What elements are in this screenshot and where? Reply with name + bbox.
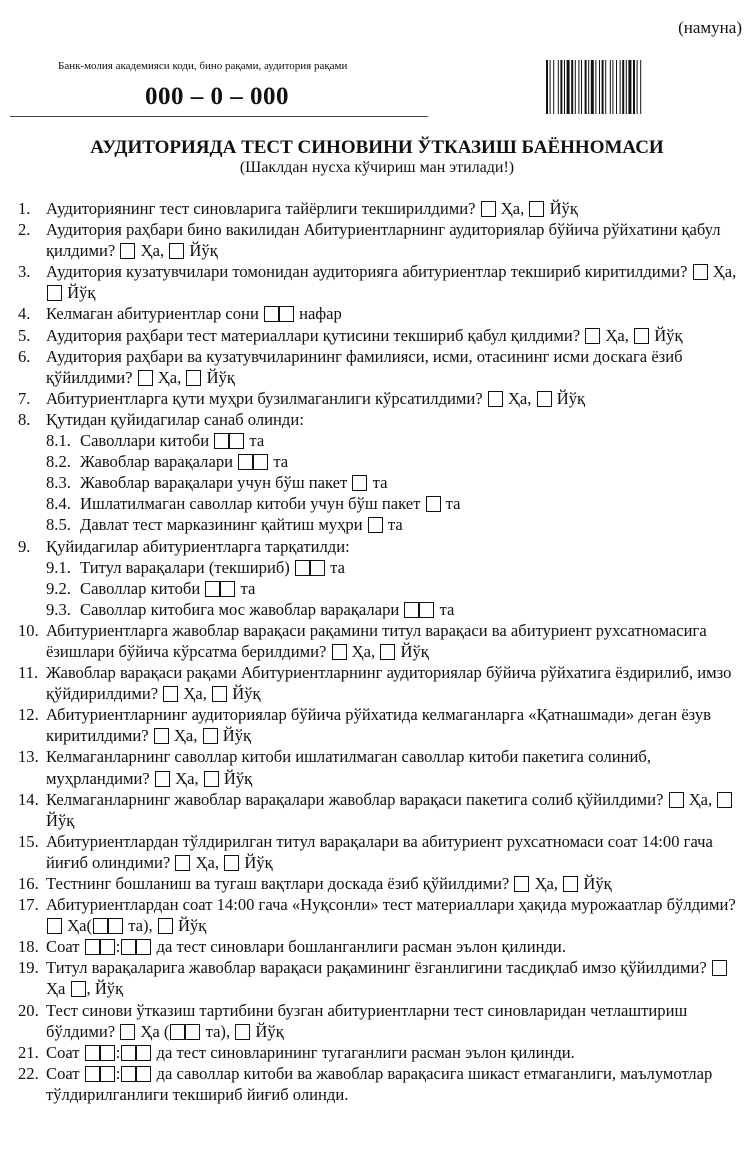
item-text: Аудитория кузатувчилари томонидан аудиторияга абитуриентлар текшириб киритилдими? bbox=[46, 262, 688, 282]
yes-checkbox[interactable] bbox=[175, 855, 190, 871]
no-checkbox[interactable] bbox=[71, 981, 86, 997]
count-digit-box[interactable] bbox=[310, 560, 325, 576]
minute-digit-box[interactable] bbox=[121, 1066, 136, 1082]
time-prefix: Соат bbox=[46, 937, 80, 957]
item-text: Абитуриентларнинг аудиториялар бўйича рўйхатида келмаганларга «Қатнашмади» деган ёзув киритилдими? bbox=[46, 705, 712, 746]
item-text: Аудитория раҳбари бино вакилидан Абитуриентларнинг аудиториялар бўйича рўйхатини қабул қилдими? bbox=[46, 220, 721, 261]
count-digit-box[interactable] bbox=[352, 475, 367, 491]
item-21 bbox=[18, 1042, 748, 1063]
yes-checkbox[interactable] bbox=[693, 264, 708, 280]
no-label: Йўқ bbox=[46, 810, 75, 830]
yes-checkbox[interactable] bbox=[120, 1024, 135, 1040]
no-label: Йўқ bbox=[400, 641, 429, 661]
item-number: 8.2. bbox=[46, 452, 71, 472]
item-4 bbox=[18, 303, 748, 324]
yes-label: Ҳа bbox=[46, 979, 66, 999]
item-number: 13. bbox=[18, 747, 39, 767]
item-number: 8.4. bbox=[46, 494, 71, 514]
yes-label: Ҳа, bbox=[534, 874, 559, 893]
item-number: 15. bbox=[18, 831, 39, 851]
unit-label: та bbox=[372, 473, 388, 493]
item-number: 14. bbox=[18, 789, 39, 809]
item-6 bbox=[18, 346, 748, 388]
unit-label: та), bbox=[128, 916, 153, 936]
count-digit-box[interactable] bbox=[238, 454, 253, 470]
yes-checkbox[interactable] bbox=[669, 792, 684, 808]
yes-checkbox[interactable] bbox=[332, 644, 347, 660]
no-label: Йўқ bbox=[222, 726, 252, 746]
item-number: 2. bbox=[18, 220, 31, 240]
item-number: 4. bbox=[18, 304, 31, 324]
item-text: Саволлар китобига мос жавоблар варақалари bbox=[80, 599, 400, 619]
item-number: 11. bbox=[18, 663, 39, 683]
item-2 bbox=[18, 219, 748, 261]
yes-checkbox[interactable] bbox=[154, 728, 169, 744]
time-prefix: Соат bbox=[46, 1042, 80, 1062]
no-checkbox[interactable] bbox=[380, 644, 395, 660]
item-number: 10. bbox=[18, 620, 39, 640]
item-1 bbox=[18, 198, 748, 219]
time-colon: : bbox=[115, 937, 121, 957]
no-label: Йўқ bbox=[232, 684, 261, 704]
item-text: Келмаганларнинг жавоблар варақалари жавоблар варақаси пакетига солиб қўйилдими? bbox=[46, 789, 664, 809]
no-label: Йўқ bbox=[244, 852, 273, 872]
yes-label: Ҳа, bbox=[140, 241, 165, 261]
no-label: Йўқ bbox=[178, 916, 207, 936]
item-text: Титул варақаларига жавоблар варақаси рақамининг ёзганлигини тасдиқлаб имзо қўйилдими? bbox=[46, 958, 707, 978]
minute-digit-box[interactable] bbox=[136, 1066, 151, 1082]
item-text: Аудиториянинг тест синовларига тайёрлиги текширилдими? bbox=[46, 199, 476, 218]
count-digit-box[interactable] bbox=[264, 306, 279, 322]
hour-digit-box[interactable] bbox=[85, 1066, 100, 1082]
document-title: АУДИТОРИЯДА ТЕСТ СИНОВИНИ ЎТКАЗИШ БАЁННОМАСИ bbox=[90, 137, 664, 158]
item-18 bbox=[18, 936, 748, 957]
count-digit-box[interactable] bbox=[295, 560, 310, 576]
item-8-1 bbox=[18, 430, 748, 451]
time-colon: : bbox=[115, 1042, 121, 1062]
yes-label: Ҳа, bbox=[507, 388, 532, 408]
count-digit-box[interactable] bbox=[253, 454, 268, 470]
yes-label: Ҳа, bbox=[500, 199, 525, 218]
yes-checkbox[interactable] bbox=[585, 328, 600, 344]
yes-label: Ҳа, bbox=[712, 262, 737, 282]
no-label: Йўқ bbox=[189, 241, 218, 261]
item-text: Қутидан қуйидагилар санаб олинди: bbox=[46, 409, 304, 429]
item-text: да тест синовлари бошланганлиги расман эълон қилинди. bbox=[156, 937, 566, 957]
item-text: да тест синовларининг тугаганлиги расман эълон қилинди. bbox=[156, 1042, 575, 1062]
item-8-5 bbox=[18, 514, 748, 535]
no-checkbox[interactable] bbox=[224, 855, 239, 871]
item-17 bbox=[18, 894, 748, 936]
item-22 bbox=[18, 1063, 748, 1105]
yes-checkbox[interactable] bbox=[163, 686, 178, 702]
yes-label: Ҳа, bbox=[183, 684, 207, 704]
yes-label: Ҳа bbox=[140, 1021, 160, 1041]
count-digit-box[interactable] bbox=[368, 517, 383, 533]
no-checkbox[interactable] bbox=[203, 728, 218, 744]
item-number: 9. bbox=[18, 536, 31, 556]
minute-digit-box[interactable] bbox=[136, 1045, 151, 1061]
item-5 bbox=[18, 325, 748, 346]
count-digit-box[interactable] bbox=[108, 918, 123, 934]
item-text: Абитуриентларга қути муҳри бузилмаганлиги кўрсатилдими? bbox=[46, 388, 483, 408]
item-number: 8.5. bbox=[46, 515, 71, 535]
minute-digit-box[interactable] bbox=[121, 939, 136, 955]
item-text: Саволлари китоби bbox=[80, 431, 210, 451]
item-number: 19. bbox=[18, 958, 39, 978]
yes-label: Ҳа, bbox=[175, 768, 199, 788]
item-text: Титул варақалари (текшириб) bbox=[80, 557, 290, 577]
no-label: Йўқ bbox=[223, 768, 253, 788]
paren-open: ( bbox=[86, 916, 93, 936]
count-digit-box[interactable] bbox=[205, 581, 220, 597]
no-checkbox[interactable] bbox=[563, 876, 578, 892]
no-label: Йўқ bbox=[556, 388, 586, 408]
no-label: Йўқ bbox=[549, 199, 578, 218]
yes-checkbox[interactable] bbox=[47, 918, 62, 934]
minute-digit-box[interactable] bbox=[121, 1045, 136, 1061]
item-number: 9.2. bbox=[46, 578, 71, 598]
auditorium-code: 000 – 0 – 000 bbox=[145, 83, 289, 110]
item-number: 12. bbox=[18, 705, 39, 725]
no-checkbox[interactable] bbox=[235, 1024, 250, 1040]
item-9-3 bbox=[18, 599, 748, 620]
item-8-3 bbox=[18, 472, 748, 493]
no-checkbox[interactable] bbox=[634, 328, 649, 344]
code-caption: Банк-молия академияси коди, бино рақами, аудитория рақами bbox=[58, 60, 348, 72]
item-3 bbox=[18, 261, 748, 303]
no-label: Йўқ bbox=[94, 979, 124, 999]
paren-open: ( bbox=[163, 1021, 170, 1041]
no-checkbox[interactable] bbox=[717, 792, 732, 808]
count-digit-box[interactable] bbox=[229, 433, 244, 449]
item-text: Қуйидагилар абитуриентларга тарқатилди: bbox=[46, 536, 350, 556]
item-number: 16. bbox=[18, 874, 39, 893]
no-label: Йўқ bbox=[206, 367, 235, 387]
item-13 bbox=[18, 746, 748, 788]
no-checkbox[interactable] bbox=[204, 771, 219, 787]
item-number: 9.3. bbox=[46, 599, 71, 619]
item-text: Абитуриентлардан соат 14:00 гача «Нуқсонли» тест материаллари ҳақида мурожаатлар бўлдими? bbox=[46, 895, 736, 915]
no-checkbox[interactable] bbox=[212, 686, 227, 702]
item-15 bbox=[18, 831, 748, 873]
item-20 bbox=[18, 1000, 748, 1042]
item-7 bbox=[18, 388, 748, 409]
hour-digit-box[interactable] bbox=[100, 1066, 115, 1082]
unit-label: та bbox=[273, 452, 289, 472]
item-text: Абитуриентларга жавоблар варақаси рақамини титул варақаси ва абитуриент рухсатномасига ёзишлари бўйича кўрсатма берилдими? bbox=[46, 620, 707, 661]
item-number: 6. bbox=[18, 346, 31, 366]
no-checkbox[interactable] bbox=[537, 391, 552, 407]
item-9-2 bbox=[18, 578, 748, 599]
unit-label: та bbox=[240, 578, 256, 598]
unit-label: нафар bbox=[299, 304, 342, 324]
item-text: Жавоблар варақалари учун бўш пакет bbox=[80, 473, 348, 493]
item-text: Давлат тест марказининг қайтиш муҳри bbox=[80, 515, 363, 535]
no-label: Йўқ bbox=[255, 1021, 284, 1041]
item-text: Жавоблар варақалари bbox=[80, 452, 233, 472]
item-number: 7. bbox=[18, 388, 31, 408]
item-text: Тест синови ўтказиш тартибини бузган абитуриентларни тест синовларидан четлаштириш бўлдими? bbox=[46, 1000, 688, 1041]
no-label: Йўқ bbox=[67, 283, 96, 303]
no-label: Йўқ bbox=[654, 325, 683, 345]
yes-checkbox[interactable] bbox=[514, 876, 529, 892]
unit-label: та), bbox=[205, 1021, 231, 1041]
time-prefix: Соат bbox=[46, 1063, 80, 1083]
item-number: 1. bbox=[18, 199, 31, 218]
item-number: 18. bbox=[18, 937, 39, 957]
yes-label: Ҳа, bbox=[173, 726, 198, 746]
no-checkbox[interactable] bbox=[529, 201, 544, 217]
yes-label: Ҳа, bbox=[688, 789, 713, 809]
yes-checkbox[interactable] bbox=[120, 243, 135, 259]
item-14 bbox=[18, 789, 748, 831]
item-12 bbox=[18, 704, 748, 746]
yes-checkbox[interactable] bbox=[488, 391, 503, 407]
item-19: 19. Титул варақаларига жавоблар варақаси рақамининг ёзганлигини тасдиқлаб имзо қўйилдими? Ҳа , Йўқ bbox=[18, 957, 748, 999]
item-9 bbox=[18, 536, 748, 557]
unit-label: та bbox=[439, 599, 455, 619]
no-label: Йўқ bbox=[583, 874, 612, 893]
unit-label: та bbox=[330, 557, 345, 577]
item-number: 22. bbox=[18, 1063, 39, 1083]
barcode-icon bbox=[546, 60, 726, 114]
item-number: 9.1. bbox=[46, 557, 71, 577]
hour-digit-box[interactable] bbox=[100, 939, 115, 955]
sample-label: (намуна) bbox=[678, 18, 742, 37]
item-number: 20. bbox=[18, 1000, 39, 1020]
item-text: Аудитория раҳбари ва кузатувчиларининг фамилияси, исми, отасининг исми доскага ёзиб қўйилдими? bbox=[46, 346, 683, 387]
yes-label: Ҳа, bbox=[351, 641, 376, 661]
code-underline bbox=[10, 116, 428, 117]
no-checkbox[interactable] bbox=[186, 370, 201, 386]
item-number: 5. bbox=[18, 325, 31, 345]
document-subtitle: (Шаклдан нусха кўчириш ман этилади!) bbox=[239, 159, 515, 176]
item-text: Саволлар китоби bbox=[80, 578, 201, 598]
count-digit-box[interactable] bbox=[279, 306, 294, 322]
yes-label: Ҳа, bbox=[195, 852, 220, 872]
item-8-2 bbox=[18, 451, 748, 472]
item-text: да саволлар китоби ва жавоблар варақасига шикаст етмаганлиги, маълумотлар тўлдирилганлиги текшириб йиғиб олинди. bbox=[46, 1063, 713, 1104]
item-number: 3. bbox=[18, 262, 31, 282]
item-number: 8.3. bbox=[46, 473, 71, 493]
item-text: Тестнинг бошланиш ва тугаш вақтлари доскада ёзиб қўйилдими? bbox=[46, 874, 510, 893]
unit-label: та bbox=[445, 494, 461, 514]
item-text: Абитуриентлардан тўлдирилган титул варақалари ва абитуриент рухсатномаси соат 14:00 гача йиғиб олиндими? bbox=[46, 831, 713, 872]
count-digit-box[interactable] bbox=[404, 602, 419, 618]
item-number: 21. bbox=[18, 1042, 39, 1062]
item-text: Жавоблар варақаси рақами Абитуриентларнинг аудиториялар бўйича рўйхатига ёздирилиб, имзо қўйдирилдими? bbox=[46, 663, 732, 704]
unit-label: та bbox=[387, 515, 403, 535]
no-checkbox[interactable] bbox=[158, 918, 173, 934]
unit-label: та bbox=[249, 431, 265, 451]
yes-label: Ҳа, bbox=[157, 367, 182, 387]
count-digit-box[interactable] bbox=[214, 433, 229, 449]
protocol-items bbox=[18, 198, 748, 1105]
no-checkbox[interactable] bbox=[169, 243, 184, 259]
count-digit-box[interactable] bbox=[419, 602, 434, 618]
count-digit-box[interactable] bbox=[426, 496, 441, 512]
yes-checkbox[interactable] bbox=[481, 201, 496, 217]
hour-digit-box[interactable] bbox=[100, 1045, 115, 1061]
yes-checkbox[interactable] bbox=[712, 960, 727, 976]
item-number: 8.1. bbox=[46, 431, 71, 451]
item-number: 8. bbox=[18, 409, 31, 429]
item-9-1 bbox=[18, 557, 748, 578]
hour-digit-box[interactable] bbox=[85, 1045, 100, 1061]
yes-label: Ҳа bbox=[67, 916, 87, 936]
item-text: Ишлатилмаган саволлар китоби учун бўш пакет bbox=[80, 494, 421, 514]
item-text: Аудитория раҳбари тест материаллари қутисини текшириб қабул қилдими? bbox=[46, 325, 581, 345]
item-text: Келмаганларнинг саволлар китоби ишлатилмаган саволлар китоби пакетига солиниб, муҳрландими? bbox=[46, 747, 652, 788]
item-11 bbox=[18, 662, 748, 704]
count-digit-box[interactable] bbox=[185, 1024, 200, 1040]
minute-digit-box[interactable] bbox=[136, 939, 151, 955]
count-digit-box[interactable] bbox=[220, 581, 235, 597]
item-8 bbox=[18, 409, 748, 430]
item-number: 17. bbox=[18, 895, 39, 915]
yes-checkbox[interactable] bbox=[138, 370, 153, 386]
item-8-4 bbox=[18, 493, 748, 514]
item-16 bbox=[18, 873, 748, 894]
count-digit-box[interactable] bbox=[93, 918, 108, 934]
hour-digit-box[interactable] bbox=[85, 939, 100, 955]
yes-label: Ҳа, bbox=[605, 325, 629, 345]
count-digit-box[interactable] bbox=[170, 1024, 185, 1040]
yes-checkbox[interactable] bbox=[155, 771, 170, 787]
item-text: Келмаган абитуриентлар сони bbox=[46, 304, 259, 324]
no-checkbox[interactable] bbox=[47, 285, 62, 301]
item-10 bbox=[18, 620, 748, 662]
time-colon: : bbox=[115, 1063, 121, 1083]
